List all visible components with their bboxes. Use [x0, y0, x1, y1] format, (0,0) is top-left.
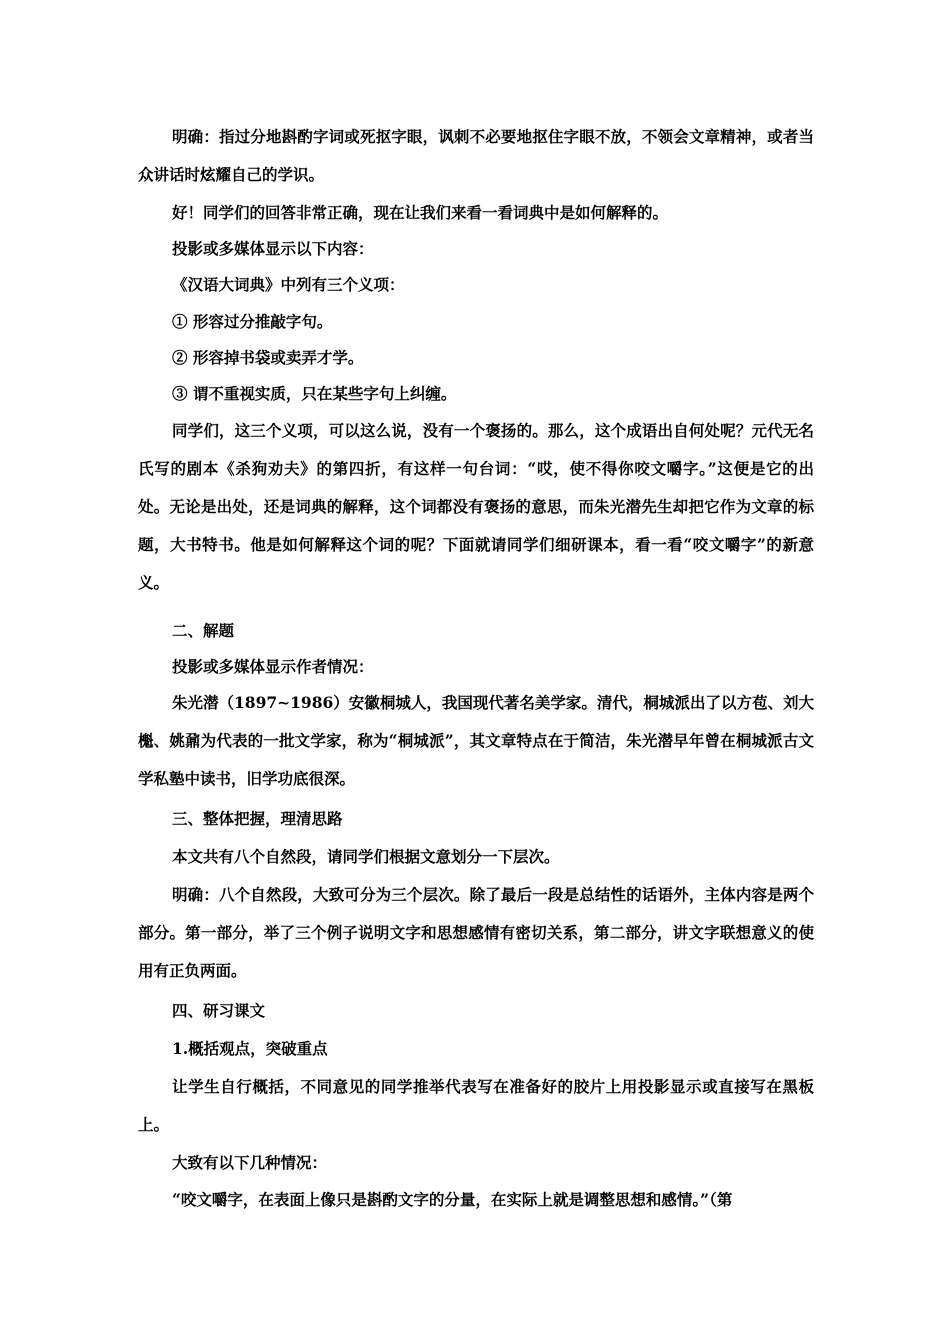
paragraph-author-projection: 投影或多媒体显示作者情况： — [172, 657, 374, 676]
paragraph-projection: 投影或多媒体显示以下内容： — [172, 239, 374, 258]
subsection-heading-1: 1.概括观点，突破重点 — [172, 1039, 328, 1058]
paragraph-structure-answer: 明确：八个自然段，大致可分为三个层次。除了最后一段是总结性的话语外，主体内容是两个部分。第一部分，举了三个例子说明文字和思想感情有密切关系，第二部分，讲文字联想意义的使用有正负两面。 — [138, 885, 814, 980]
paragraph-dictionary: 《汉语大词典》中列有三个义项： — [172, 275, 405, 294]
paragraph-definition: 明确：指过分地斟酌字词或死抠字眼，讽刺不必要地抠住字眼不放，不领会文章精神，或者当众讲话时炫耀自己的学识。 — [138, 127, 814, 184]
paragraph-quote: “咬文嚼字，在表面上像只是斟酌文字的分量，在实际上就是调整思想和感情。”（第 — [172, 1190, 733, 1209]
paragraph-situations: 大致有以下几种情况： — [172, 1153, 328, 1172]
list-item-meaning-1: ① 形容过分推敲字句。 — [172, 312, 333, 331]
paragraph-structure-question: 本文共有八个自然段，请同学们根据文意划分一下层次。 — [172, 847, 560, 866]
section-heading-2: 二、解题 — [172, 621, 235, 640]
paragraph-origin: 同学们，这三个义项，可以这么说，没有一个褒扬的。那么，这个成语出自何处呢？元代无名氏写的剧本《杀狗劝夫》的第四折，有这样一句台词：“哎，使不得你咬文嚼字。”这便是它的出处。无论是出处，还是词典的解释，这个词都没有褒扬的意思，而朱光潜先生却把它作为文章的标题，大书特书。他是如何解释这个词的呢？下面就请同学们细研课本，看一看“咬文嚼字”的新意义。 — [138, 421, 814, 592]
list-item-meaning-2: ② 形容掉书袋或卖弄才学。 — [172, 348, 364, 367]
paragraph-author-bio: 朱光潜（1897~1986）安徽桐城人，我国现代著名美学家。清代，桐城派出了以方苞、刘大櫆、姚鼐为代表的一批文学家，称为“桐城派”，其文章特点在于简洁，朱光潜早年曾在桐城派古文学私塾中读书，旧学功底很深。 — [138, 693, 814, 788]
section-heading-4: 四、研习课文 — [172, 1001, 266, 1020]
list-item-meaning-3: ③ 谓不重视实质，只在某些字句上纠缠。 — [172, 384, 457, 403]
paragraph-praise: 好！同学们的回答非常正确，现在让我们来看一看词典中是如何解释的。 — [172, 203, 669, 222]
paragraph-student-task: 让学生自行概括，不同意见的同学推举代表写在准备好的胶片上用投影显示或直接写在黑板上。 — [138, 1077, 814, 1134]
section-heading-3: 三、整体把握，理清思路 — [172, 809, 343, 828]
